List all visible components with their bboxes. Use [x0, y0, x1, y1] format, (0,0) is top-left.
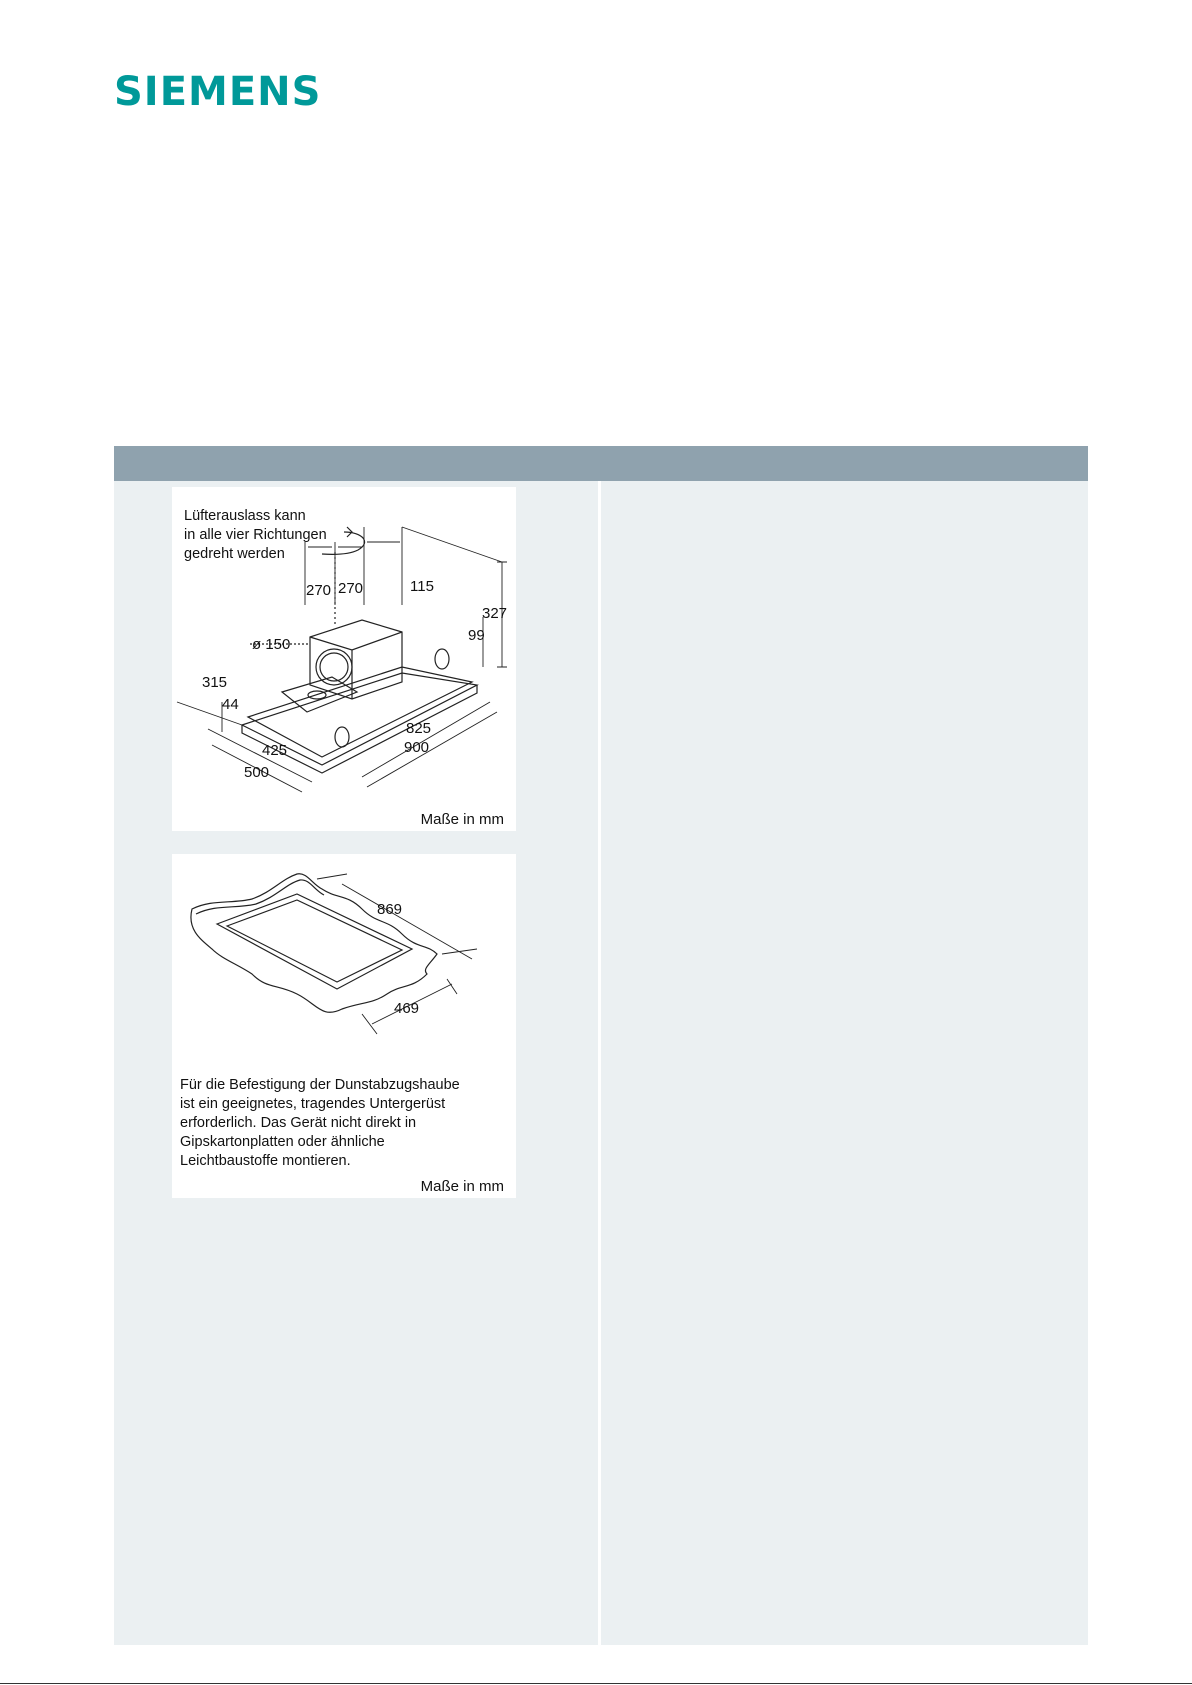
dim-270-right: 270	[338, 580, 364, 597]
dim-469: 469	[394, 1000, 420, 1017]
dimension-drawing-ceiling-cutout	[172, 854, 516, 1198]
dim-270-left: 270	[306, 582, 332, 599]
dim-99: 99	[468, 627, 485, 644]
dim-315: 315	[202, 674, 228, 691]
dim-500: 500	[244, 764, 270, 781]
dim-327: 327	[482, 605, 508, 622]
unit-label: Maße in mm	[420, 811, 504, 828]
dim-869: 869	[377, 901, 403, 918]
dim-825: 825	[406, 720, 432, 737]
fan-outlet-note: Lüfterauslass kann in alle vier Richtungen gedreht werden	[184, 508, 327, 562]
dimension-drawing-hood	[172, 487, 516, 831]
dim-44: 44	[222, 696, 239, 713]
brand-logo: SIEMENS	[114, 69, 322, 115]
dim-425: 425	[262, 742, 288, 759]
dim-diameter-150: ø 150	[252, 636, 291, 653]
unit-label: Maße in mm	[420, 1178, 504, 1195]
dim-115: 115	[410, 578, 434, 595]
mounting-caption: Für die Befestigung der Dunstabzugshaube ist ein geeignetes, tragendes Untergerüst erforderlich. Das Gerät nicht direkt in Gipskartonplatten oder ähnliche Leichtbaustoffe montieren.	[180, 1077, 460, 1169]
dim-900: 900	[404, 739, 430, 756]
section-header-bar	[114, 446, 1088, 481]
right-panel	[601, 481, 1088, 1645]
page-bottom-rule	[0, 1683, 1192, 1684]
